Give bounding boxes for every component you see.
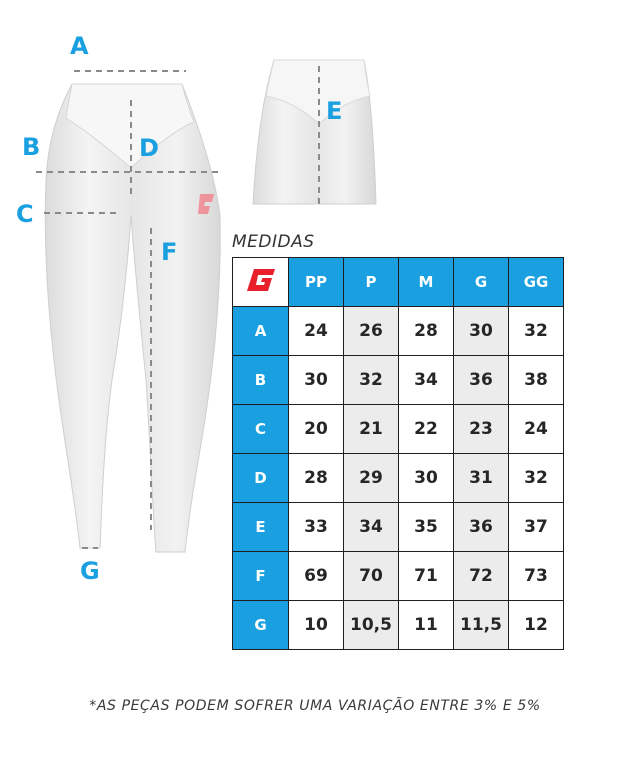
table-row [233,552,564,601]
table-cell: 30 [454,307,509,356]
col-header-gg: GG [509,258,564,307]
table-cell: 35 [399,503,454,552]
row-label: C [233,405,289,454]
row-label: F [233,552,289,601]
size-table [232,257,564,650]
table-header-row [233,258,564,307]
table-cell: 20 [289,405,344,454]
table-cell: 12 [509,601,564,650]
brand-logo [233,258,289,307]
table-cell: 69 [289,552,344,601]
table-row [233,601,564,650]
table-cell: 10,5 [344,601,399,650]
table-cell: 26 [344,307,399,356]
table-cell: 28 [399,307,454,356]
table-cell: 24 [509,405,564,454]
label-f: F [161,238,178,266]
table-cell: 36 [454,356,509,405]
table-cell: 23 [454,405,509,454]
col-header-m: M [399,258,454,307]
table-cell: 30 [289,356,344,405]
table-row [233,503,564,552]
table-cell: 38 [509,356,564,405]
table-cell: 32 [509,307,564,356]
label-a: A [70,32,89,60]
label-c: C [16,200,34,228]
table-cell: 11 [399,601,454,650]
row-label: A [233,307,289,356]
col-header-g: G [454,258,509,307]
table-cell: 70 [344,552,399,601]
table-row [233,356,564,405]
label-b: B [22,133,41,161]
table-cell: 36 [454,503,509,552]
table-cell: 29 [344,454,399,503]
label-g: G [80,557,100,585]
row-label: B [233,356,289,405]
row-label: G [233,601,289,650]
table-cell: 72 [454,552,509,601]
table-cell: 32 [344,356,399,405]
table-cell: 37 [509,503,564,552]
table-cell: 31 [454,454,509,503]
table-title: MEDIDAS [232,232,315,252]
table-cell: 21 [344,405,399,454]
table-cell: 73 [509,552,564,601]
table-row [233,454,564,503]
table-row [233,307,564,356]
table-cell: 30 [399,454,454,503]
table-cell: 28 [289,454,344,503]
table-row [233,405,564,454]
table-cell: 34 [399,356,454,405]
table-cell: 34 [344,503,399,552]
variation-footnote: *AS PEÇAS PODEM SOFRER UMA VARIAÇÃO ENTRE 3% E 5% [89,698,541,714]
table-cell: 32 [509,454,564,503]
brand-logo-icon [246,268,276,292]
table-cell: 22 [399,405,454,454]
label-d: D [139,134,159,162]
table-cell: 10 [289,601,344,650]
table-cell: 11,5 [454,601,509,650]
col-header-pp: PP [289,258,344,307]
table-cell: 33 [289,503,344,552]
table-cell: 71 [399,552,454,601]
label-e: E [326,97,343,125]
table-cell: 24 [289,307,344,356]
row-label: D [233,454,289,503]
row-label: E [233,503,289,552]
col-header-p: P [344,258,399,307]
